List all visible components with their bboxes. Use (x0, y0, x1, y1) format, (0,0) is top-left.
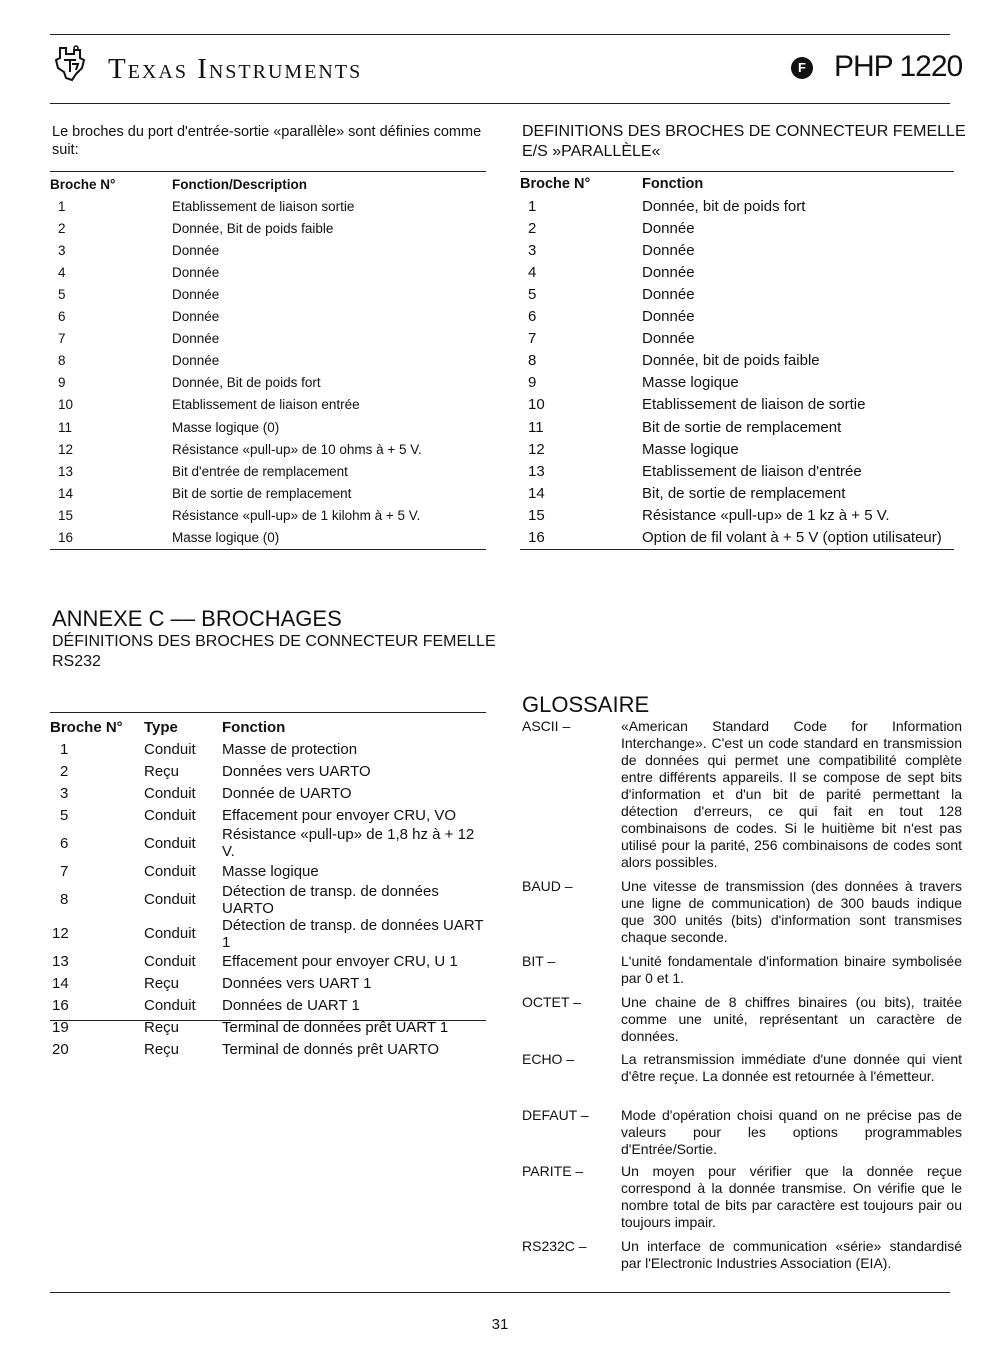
language-badge: F (791, 57, 813, 79)
table-row (50, 951, 486, 973)
pin-number: 3 (58, 242, 66, 258)
pin-number: 9 (528, 374, 537, 392)
table-row (520, 283, 954, 305)
pin-number: 1 (60, 740, 69, 758)
pin-number: 3 (60, 784, 69, 802)
glossary-definition: L'unité fondamentale d'information binaire symbolisée par 0 et 1. (621, 953, 962, 986)
pin-function: Données vers UART 1 (222, 975, 372, 993)
brand-name: Texas Instruments (108, 53, 363, 85)
pin-function: Donnée (642, 286, 695, 304)
glossary-entry (522, 953, 962, 987)
footer-rule (50, 1292, 950, 1293)
parallel-intro: Le broches du port d'entrée-sortie «parallèle» sont définies comme suit: (52, 124, 482, 158)
pin-description: Donnée, Bit de poids fort (172, 375, 321, 391)
pin-function: Terminal de donnés prêt UARTO (222, 1041, 440, 1059)
pin-number: 12 (528, 440, 545, 458)
pin-function: Bit, de sortie de remplacement (642, 484, 846, 502)
table-row (50, 995, 486, 1017)
pin-function: Détection de transp. de données UARTO (222, 882, 439, 917)
pin-function: Données de UART 1 (222, 997, 360, 1015)
table-row (520, 460, 954, 482)
pin-number: 11 (58, 419, 73, 435)
pin-function: Résistance «pull-up» de 1 kz à + 5 V. (642, 506, 890, 524)
glossary-term: BIT – (522, 953, 556, 969)
pin-number: 6 (58, 309, 66, 325)
glossary-term: RS232C – (522, 1238, 587, 1254)
ti-logo-icon (52, 44, 88, 84)
pin-number: 14 (58, 485, 74, 501)
table-row (50, 527, 486, 549)
pin-type: Conduit (144, 891, 196, 909)
pin-type: Conduit (144, 834, 196, 852)
pin-number: 9 (58, 375, 66, 391)
table-row (50, 738, 486, 760)
pin-function: Donnée (642, 219, 695, 237)
parallel-port-table (50, 173, 486, 549)
pin-function: Effacement pour envoyer CRU, U 1 (222, 953, 458, 971)
table-row (520, 217, 954, 239)
top-rule (50, 34, 950, 35)
pin-number: 10 (58, 397, 74, 413)
pin-description: Donnée (172, 309, 220, 325)
table-row (50, 883, 486, 917)
table-header-row (50, 716, 486, 738)
table-header-row (50, 173, 486, 195)
glossary-entry (522, 878, 962, 946)
pin-type: Reçu (144, 1041, 180, 1059)
pin-function: Donnée, bit de poids fort (642, 197, 806, 215)
col-pin: Broche N° (520, 176, 591, 193)
pin-number: 7 (528, 330, 537, 348)
pin-description: Etablissement de liaison entrée (172, 397, 360, 413)
table-row (50, 760, 486, 782)
table-row (50, 217, 486, 239)
pin-number: 13 (52, 953, 69, 971)
female-parallel-heading: DEFINITIONS DES BROCHES DE CONNECTEUR FEMELLE E/S »PARALLÈLE« (522, 123, 966, 160)
pin-description: Bit de sortie de remplacement (172, 485, 352, 501)
glossary-entry (522, 1107, 962, 1158)
pin-type: Conduit (144, 997, 196, 1015)
pin-function: Donnée (642, 330, 695, 348)
glossary-term: ECHO – (522, 1051, 575, 1067)
pin-number: 16 (58, 530, 74, 546)
pin-function: Donnée (642, 308, 695, 326)
pin-number: 11 (528, 418, 544, 436)
pin-number: 8 (60, 891, 69, 909)
col-type: Type (144, 718, 178, 736)
pin-number: 1 (58, 198, 66, 214)
col-function: Fonction (222, 718, 286, 736)
pin-description: Donnée (172, 264, 220, 280)
pin-number: 8 (528, 352, 537, 370)
pin-function: Résistance «pull-up» de 1,8 hz à + 12 V. (222, 826, 475, 861)
glossary-entry (522, 1163, 962, 1231)
table-row (50, 973, 486, 995)
pin-number: 12 (52, 925, 69, 943)
table-row (50, 438, 486, 460)
pin-function: Masse logique (642, 374, 739, 392)
table-row (50, 350, 486, 372)
table-row (50, 917, 486, 951)
pin-function: Donnée, bit de poids faible (642, 352, 820, 370)
pin-description: Donnée (172, 353, 220, 369)
pin-description: Donnée (172, 331, 220, 347)
table-row (520, 416, 954, 438)
pin-number: 15 (58, 507, 74, 523)
table-row (520, 482, 954, 504)
table-row (50, 504, 486, 526)
pin-function: Masse de protection (222, 740, 358, 758)
table-row (520, 438, 954, 460)
pin-number: 2 (58, 220, 66, 236)
pin-description: Etablissement de liaison sortie (172, 198, 355, 214)
table2-bottom-rule (520, 549, 954, 550)
table1-bottom-rule (50, 549, 486, 550)
col-description: Fonction/Description (172, 176, 307, 192)
table-row (520, 195, 954, 217)
col-pin: Broche N° (50, 176, 116, 192)
pin-function: Masse logique (222, 863, 319, 881)
pin-number: 7 (60, 863, 69, 881)
table-row (520, 504, 954, 526)
pin-type: Reçu (144, 762, 180, 780)
pin-number: 14 (528, 484, 545, 502)
pin-type: Conduit (144, 784, 196, 802)
glossary-definition: Un interface de communication «série» standardisé par l'Electronic Industries Association (EIA). (621, 1238, 962, 1271)
table-row (50, 826, 486, 860)
pin-number: 2 (60, 762, 69, 780)
table-row (50, 328, 486, 350)
table-row (50, 860, 486, 882)
pin-number: 6 (60, 834, 69, 852)
glossary-definition: «American Standard Code for Information Interchange». C'est un code standard en transmission de données qui permet une compatibilité complète entre différents appareils. Il se compose de sept bits d'information et d'un bit de parité permettant la détection d'erreurs, ce qui fait en tout 128 combinaisons de codes. Si le huitième bit n'est pas utilisé pour la parité, 256 combinaisons de codes sont alors possibles. (621, 718, 962, 870)
pin-function: Etablissement de liaison d'entrée (642, 462, 862, 480)
pin-function: Donnée de UARTO (222, 784, 352, 802)
glossary-term: PARITE – (522, 1163, 584, 1179)
table-row (50, 283, 486, 305)
table-row (50, 394, 486, 416)
header-rule (50, 103, 950, 104)
table-row (520, 261, 954, 283)
table-row (520, 350, 954, 372)
pin-function: Donnée (642, 241, 695, 259)
table-row (50, 804, 486, 826)
pin-type: Conduit (144, 953, 196, 971)
pin-function: Données vers UARTO (222, 762, 371, 780)
col-function: Fonction (642, 176, 704, 193)
pin-function: Etablissement de liaison de sortie (642, 396, 866, 414)
pin-number: 12 (58, 441, 74, 457)
table-row (50, 195, 486, 217)
glossary-term: OCTET – (522, 994, 581, 1010)
pin-function: Donnée (642, 263, 695, 281)
table-row (50, 416, 486, 438)
table2-top-rule (520, 171, 954, 172)
table-row (520, 372, 954, 394)
glossary-title: GLOSSAIRE (522, 692, 650, 717)
pin-type: Conduit (144, 740, 196, 758)
pin-number: 16 (52, 997, 69, 1015)
table-row (50, 1039, 486, 1061)
pin-number: 4 (58, 264, 66, 280)
glossary-entry (522, 994, 962, 1045)
pin-number: 7 (58, 331, 66, 347)
pin-number: 5 (60, 806, 69, 824)
table-row (50, 782, 486, 804)
pin-number: 16 (528, 529, 545, 547)
pin-function: Détection de transp. de données UART 1 (222, 916, 484, 951)
pin-description: Bit d'entrée de remplacement (172, 463, 348, 479)
pin-number: 15 (528, 506, 545, 524)
table-row (50, 306, 486, 328)
glossary-definition: Un moyen pour vérifier que la donnée reçue correspond à la donnée transmise. On vérifie que le nombre total de bits par caractère est toujours pair ou toujours impair. (621, 1163, 962, 1230)
col-pin: Broche N° (50, 718, 123, 736)
pin-function: Masse logique (642, 440, 739, 458)
glossary-term: ASCII – (522, 718, 571, 734)
glossary-entry (522, 1051, 962, 1085)
pin-description: Résistance «pull-up» de 10 ohms à + 5 V. (172, 441, 422, 457)
model-number: PHP 1220 (834, 50, 963, 83)
pin-description: Masse logique (0) (172, 419, 280, 435)
pin-function: Effacement pour envoyer CRU, VO (222, 806, 456, 824)
table-header-row (520, 173, 954, 195)
annexe-title: ANNEXE C –– BROCHAGES (52, 606, 342, 631)
pin-number: 20 (52, 1041, 69, 1059)
pin-number: 5 (528, 286, 537, 304)
glossary-entry (522, 718, 962, 871)
glossary-term: DEFAUT – (522, 1107, 589, 1123)
table1-top-rule (50, 171, 486, 172)
table-row (50, 261, 486, 283)
table-row (520, 328, 954, 350)
page-number: 31 (491, 1316, 509, 1333)
pin-type: Conduit (144, 806, 196, 824)
pin-number: 13 (58, 463, 74, 479)
table-row (50, 482, 486, 504)
glossary-entry (522, 1238, 962, 1272)
pin-description: Donnée, Bit de poids faible (172, 220, 334, 236)
table-row (50, 372, 486, 394)
pin-number: 6 (528, 308, 537, 326)
glossary-term: BAUD – (522, 878, 573, 894)
pin-type: Conduit (144, 925, 196, 943)
pin-number: 14 (52, 975, 69, 993)
pin-number: 10 (528, 396, 545, 414)
pin-function: Bit de sortie de remplacement (642, 418, 842, 436)
pin-function: Terminal de données prêt UART 1 (222, 1019, 449, 1037)
pin-type: Reçu (144, 975, 180, 993)
table-row (50, 460, 486, 482)
pin-number: 13 (528, 462, 545, 480)
table3-top-rule (50, 712, 486, 713)
pin-number: 5 (58, 287, 66, 303)
table-row (50, 239, 486, 261)
pin-function: Option de fil volant à + 5 V (option utilisateur) (642, 529, 942, 547)
glossary-definition: Une chaine de 8 chiffres binaires (ou bits), traitée comme une unité, représentant un caractère de données. (621, 994, 962, 1044)
annexe-subtitle: DÉFINITIONS DES BROCHES DE CONNECTEUR FEMELLE RS232 (52, 633, 496, 670)
table-row (520, 306, 954, 328)
pin-type: Conduit (144, 863, 196, 881)
pin-description: Résistance «pull-up» de 1 kilohm à + 5 V. (172, 507, 421, 523)
table-row (520, 394, 954, 416)
glossary-definition: Mode d'opération choisi quand on ne précise pas de valeurs pour les options programmables d'Entrée/Sortie. (621, 1107, 962, 1157)
pin-description: Donnée (172, 287, 220, 303)
pin-description: Donnée (172, 242, 220, 258)
female-parallel-table (520, 173, 954, 549)
rs232-table (50, 716, 486, 1061)
pin-number: 3 (528, 241, 537, 259)
glossary-definition: La retransmission immédiate d'une donnée qui vient d'être reçue. La donnée est retournée à l'émetteur. (621, 1051, 962, 1084)
table-row (520, 239, 954, 261)
pin-description: Masse logique (0) (172, 530, 280, 546)
pin-number: 19 (52, 1019, 69, 1037)
pin-number: 2 (528, 219, 537, 237)
pin-type: Reçu (144, 1019, 180, 1037)
table-row (520, 527, 954, 549)
glossary-definition: Une vitesse de transmission (des données à travers une ligne de communication) de 300 bauds indique que 300 unités (bits) d'information sont transmises chaque seconde. (621, 878, 962, 945)
pin-number: 1 (528, 197, 537, 215)
table3-bottom-rule (50, 1020, 486, 1021)
pin-number: 4 (528, 263, 537, 281)
pin-number: 8 (58, 353, 66, 369)
